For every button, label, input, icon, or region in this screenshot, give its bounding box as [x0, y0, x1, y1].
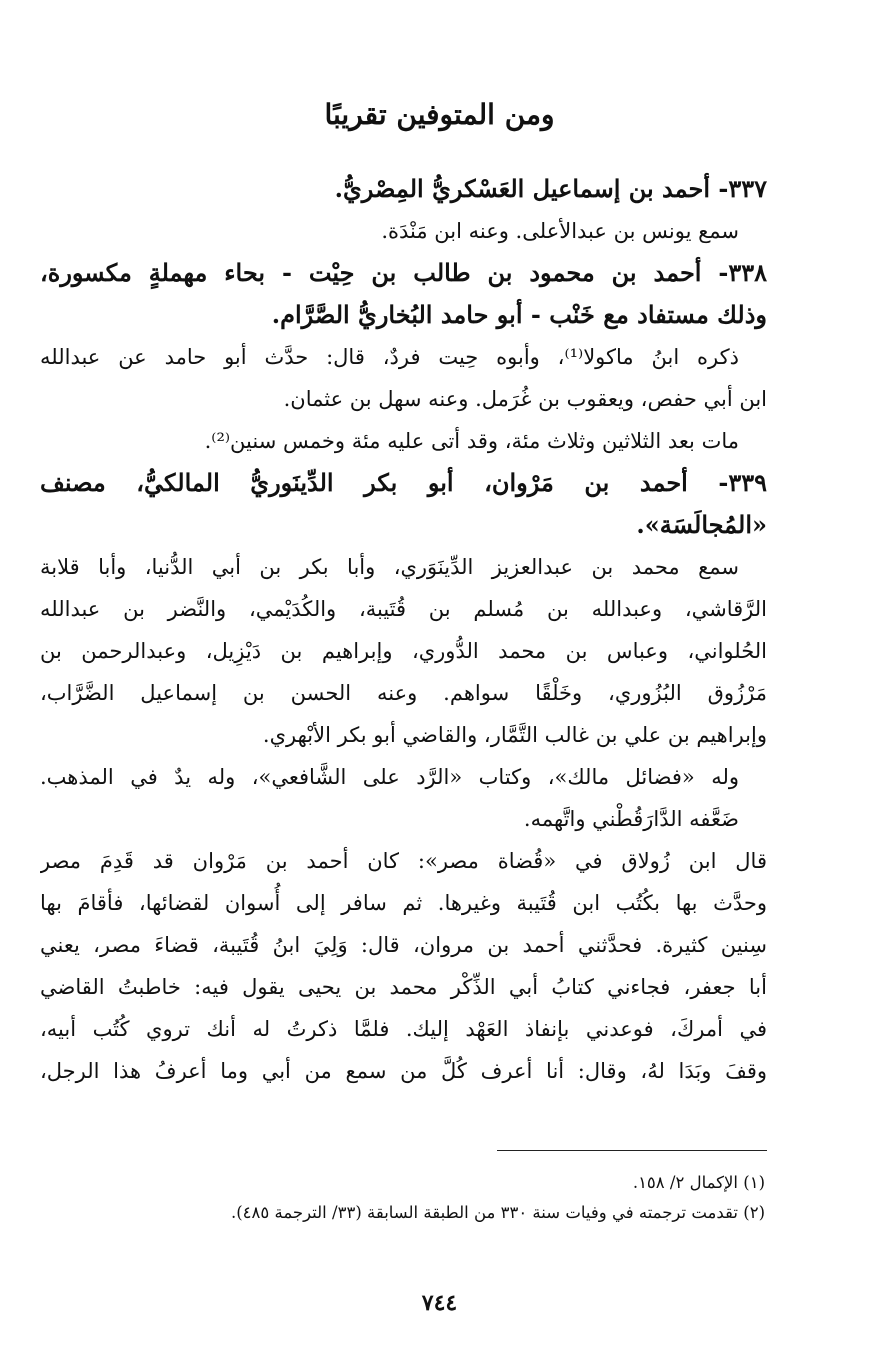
entry-339-heading: ٣٣٩- أحمد بن مَرْوان، أبو بكر الدِّينَوريُّ المالكيُّ، مصنف	[40, 468, 767, 497]
text-line: ابن أبي حفص، ويعقوب بن غُرَمل. وعنه سهل بن عثمان.	[283, 387, 767, 411]
text-line: وله «فضائل مالك»، وكتاب «الرَّد على الشَّافعي»، وله يدٌ في المذهب.	[40, 765, 740, 789]
footnote-1: (١) الإكمال ٢/ ١٥٨.	[632, 1173, 765, 1192]
text-line: سمع محمد بن عبدالعزيز الدِّينَوَري، وأبا بكر بن أبي الدُّنيا، وأبا قلابة	[40, 555, 739, 579]
text-line: ذكره ابنُ ماكولا⁽¹⁾، وأبوه حِيت فردٌ، قال: حدَّث أبو حامد عن عبدالله	[40, 345, 739, 369]
text-line: مَرْزُوق البُزُوري، وخَلْقًا سواهم. وعنه الحسن بن إسماعيل الضَّرَّاب،	[40, 681, 767, 705]
text-line: الرَّقاشي، وعبدالله بن مُسلم بن قُتَيبة، والكُدَيْمي، والنَّضر بن عبدالله	[40, 597, 767, 621]
entry-337-heading: ٣٣٧- أحمد بن إسماعيل العَسْكريُّ المِصْريُّ.	[334, 174, 767, 203]
entry-339-heading-cont: «المُجالَسَة».	[636, 510, 767, 539]
main-text	[40, 168, 767, 1092]
text-line: وإبراهيم بن علي بن غالب التَّمَّار، والقاضي أبو بكر الأبْهري.	[262, 723, 767, 747]
text-line: سِنين كثيرة. فحدَّثني أحمد بن مروان، قال: وَلِيَ ابنُ قُتَيبة، قضاءَ مصر، يعني	[40, 933, 767, 957]
text-line: في أمركَ، فوعدني بإنفاذ العَهْد إليك. فلمَّا ذكرتُ له أنك تروي كُتُب أبيه،	[40, 1017, 767, 1041]
text-line: سمع يونس بن عبدالأعلى. وعنه ابن مَنْدَة.	[381, 219, 739, 243]
text-line: أبا جعفر، فجاءني كتابُ أبي الذِّكْر محمد بن يحيى يقول فيه: خاطبتُ القاضي	[40, 975, 767, 999]
text-line: وحدَّث بها بكُتُب ابن قُتَيبة وغيرها. ثم سافر إلى أُسوان لقضائها، فأقامَ بها	[40, 891, 767, 915]
footnotes	[40, 1168, 765, 1228]
entry-338-heading-cont: وذلك مستفاد مع خَنْب - أبو حامد البُخاريُّ الصَّرَّام.	[271, 300, 767, 329]
footnote-2: (٢) تقدمت ترجمته في وفيات سنة ٣٣٠ من الطبقة السابقة (٣٣/ الترجمة ٤٨٥).	[230, 1203, 765, 1222]
page-number: ٧٤٤	[421, 1290, 458, 1316]
text-line: مات بعد الثلاثين وثلاث مئة، وقد أتى عليه مئة وخمس سنين⁽²⁾.	[204, 429, 739, 453]
entry-338-heading: ٣٣٨- أحمد بن محمود بن طالب بن حِيْت - بحاء مهملةٍ مكسورة،	[40, 258, 767, 287]
text-line: وقفَ وبَدَا لهُ، وقال: أنا أعرف كُلَّ من سمع من أبي وما أعرفُ هذا الرجل،	[40, 1059, 767, 1083]
text-line: ضَعَّفه الدَّارَقُطْني واتَّهمه.	[523, 807, 739, 831]
footnote-separator	[497, 1150, 767, 1151]
text-line: قال ابن زُولاق في «قُضاة مصر»: كان أحمد بن مَرْوان قد قَدِمَ مصر	[40, 849, 767, 873]
text-line: الحُلواني، وعباس بن محمد الدُّوري، وإبراهيم بن دَيْزِيل، وعبدالرحمن بن	[40, 639, 767, 663]
section-title: ومن المتوفين تقريبًا	[324, 98, 555, 131]
